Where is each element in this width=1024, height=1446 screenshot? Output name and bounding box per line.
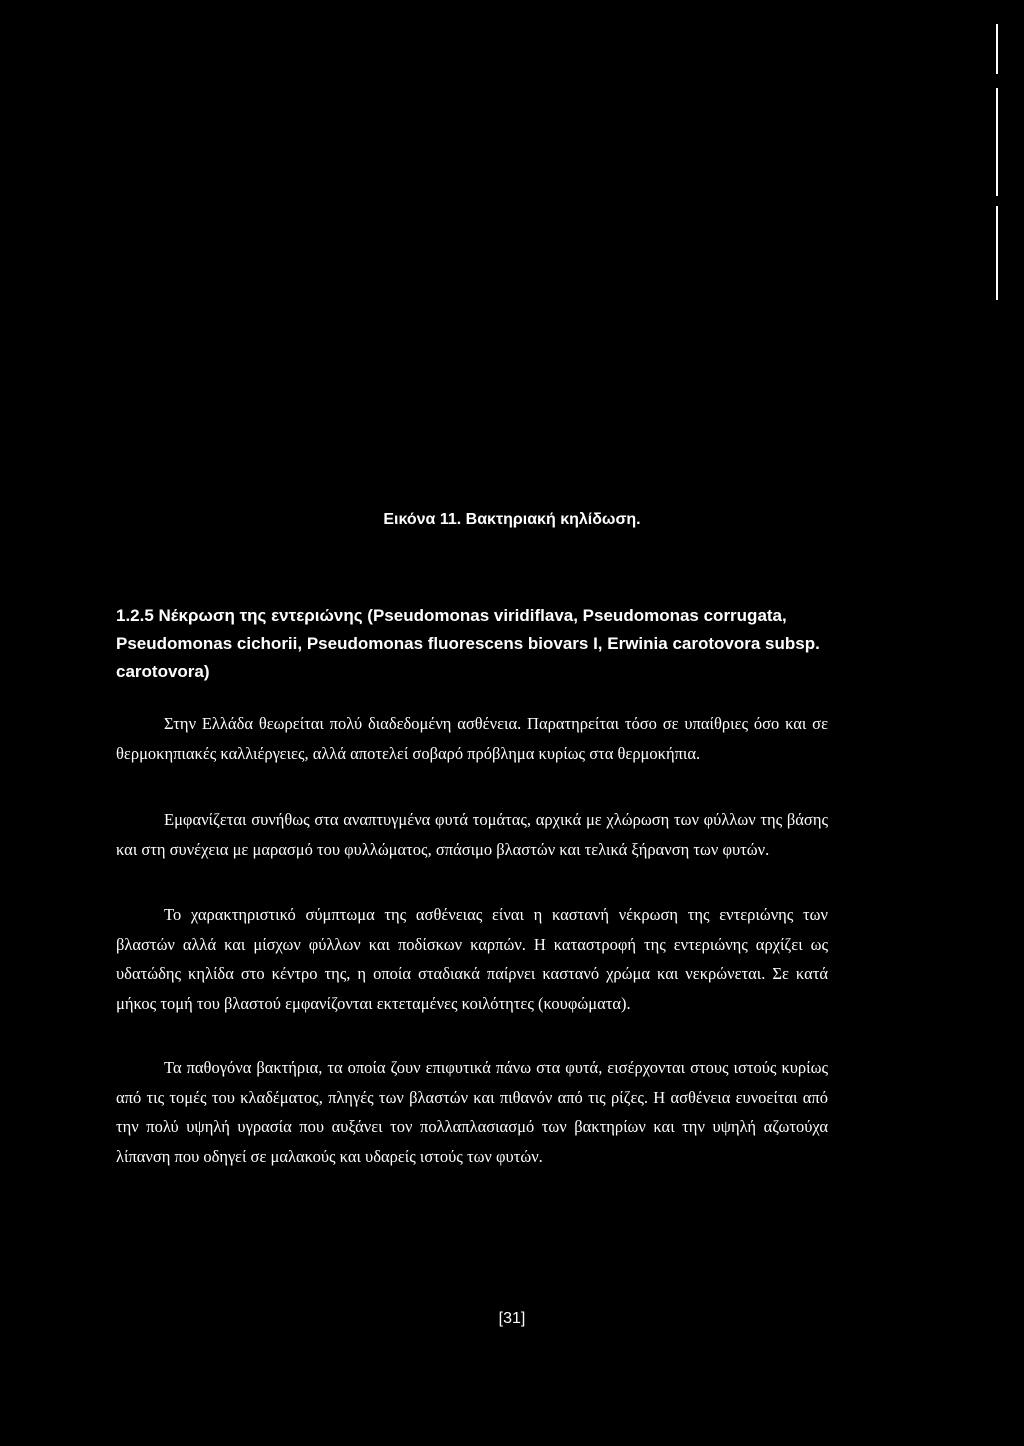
- page-number: [31]: [498, 1310, 526, 1327]
- body-paragraph: Το χαρακτηριστικό σύμπτωμα της ασθένειας είναι η καστανή νέκρωση της εντεριώνης των βλαστών αλλά και μίσχων φύλλων και ποδίσκων καρπών. Η καταστροφή της εντεριώνης αρχίζει ως υδατώδης κηλίδα στο κέντρο της, η οποία σταδιακά παίρνει καστανό χρώμα και νεκρώνεται. Σε κατά μήκος τομή του βλαστού εμφανίζονται εκτεταμένες κοιλότητες (κουφώματα).: [116, 905, 828, 1013]
- scan-artifact-line: [996, 24, 998, 74]
- scan-artifact-line: [996, 206, 998, 300]
- scan-artifact-line: [996, 88, 998, 196]
- section-heading: 1.2.5 Νέκρωση της εντεριώνης (Pseudomonas viridiflava, Pseudomonas corrugata, Pseudomonas cichorii, Pseudomonas fluorescens biovars I, Erwinia carotovora subsp. carotovora): [116, 606, 820, 681]
- body-paragraph: Εμφανίζεται συνήθως στα αναπτυγμένα φυτά τομάτας, αρχικά με χλώρωση των φύλλων της βάσης και στη συνέχεια με μαρασμό του φυλλώματος, σπάσιμο βλαστών και τελικά ξήρανση των φυτών.: [116, 810, 828, 859]
- body-paragraph: Στην Ελλάδα θεωρείται πολύ διαδεδομένη ασθένεια. Παρατηρείται τόσο σε υπαίθριες όσο και σε θερμοκηπιακές καλλιέργειες, αλλά αποτελεί σοβαρό πρόβλημα κυρίως στα θερμοκήπια.: [116, 714, 828, 763]
- body-paragraph: Τα παθογόνα βακτήρια, τα οποία ζουν επιφυτικά πάνω στα φυτά, εισέρχονται στους ιστούς κυρίως από τις τομές του κλαδέματος, πληγές των βλαστών και πιθανόν από τις ρίζες. Η ασθένεια ευνοείται από την πολύ υψηλή υγρασία που αυξάνει τον πολλαπλασιασμό των βακτηρίων και την υψηλή αζωτούχα λίπανση που οδηγεί σε μαλακούς και υδαρείς ιστούς των φυτών.: [116, 1058, 828, 1166]
- figure-image: [0, 0, 1024, 380]
- figure-caption: Εικόνα 11. Βακτηριακή κηλίδωση.: [383, 511, 641, 528]
